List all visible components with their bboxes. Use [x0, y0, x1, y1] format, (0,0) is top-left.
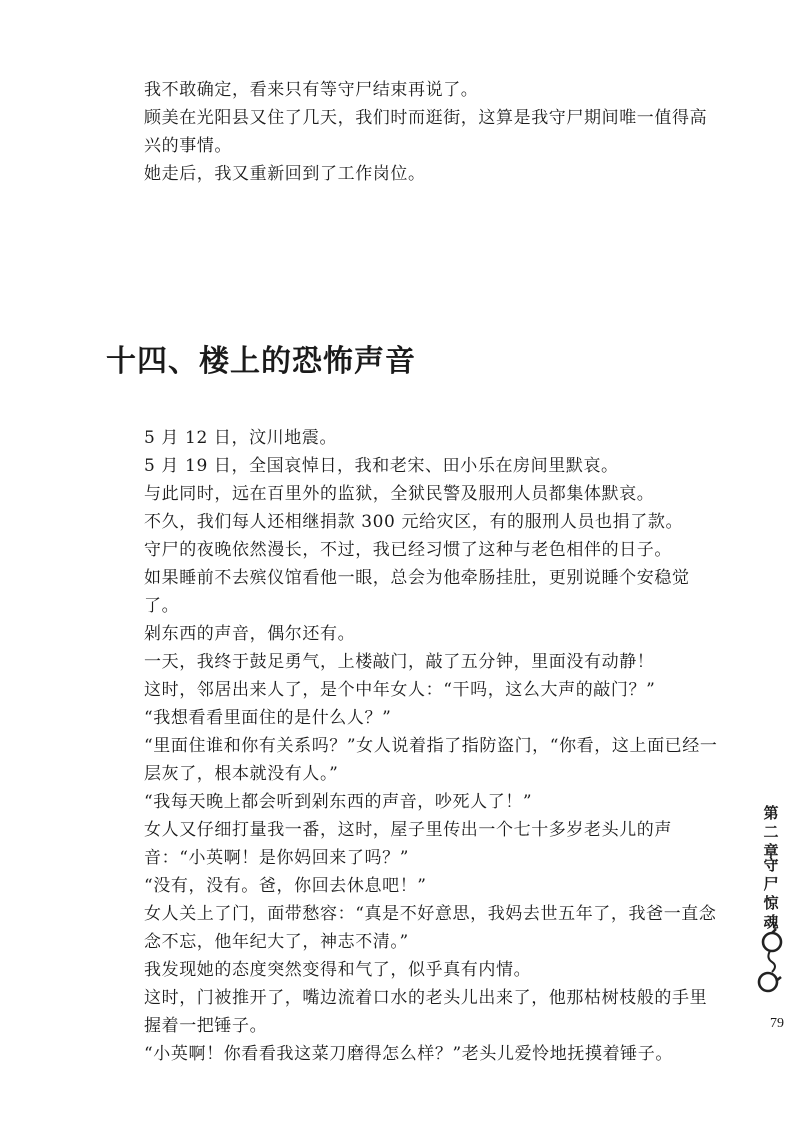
handcuffs-icon [754, 926, 790, 996]
chapter-title: 守尸惊魂 [763, 856, 779, 931]
paragraph: 女人关上了门，面带愁容：“真是不好意思，我妈去世五年了，我爸一直念念不忘，他年纪大了，神志不清。” [144, 904, 717, 952]
paragraph: 如果睡前不去殡仪馆看他一眼，总会为他牵肠挂肚，更别说睡个安稳觉了。 [144, 568, 690, 616]
paragraph: “没有，没有。爸，你回去休息吧！” [144, 876, 427, 896]
paragraph: “里面住谁和你有关系吗？”女人说着指了指防盗门，“你看，这上面已经一层灰了，根本就没有人。” [144, 736, 718, 784]
paragraph: 不久，我们每人还相继捐款 300 元给灾区，有的服刑人员也捐了款。 [144, 512, 684, 532]
paragraph: 与此同时，远在百里外的监狱，全狱民警及服刑人员都集体默哀。 [144, 484, 655, 504]
paragraph: 她走后，我又重新回到了工作岗位。 [144, 164, 426, 184]
paragraph: “小英啊！你看看我这菜刀磨得怎么样？”老头儿爱怜地抚摸着锤子。 [144, 1044, 673, 1064]
paragraph: 女人又仔细打量我一番，这时，屋子里传出一个七十多岁老头儿的声音：“小英啊！是你妈回来了吗？” [144, 820, 672, 868]
paragraph: 一天，我终于鼓足勇气，上楼敲门，敲了五分钟，里面没有动静！ [144, 652, 655, 672]
page-number: 79 [770, 1016, 784, 1031]
paragraph: “我想看看里面住的是什么人？” [144, 708, 392, 728]
chapter-label: 第二章 [763, 804, 779, 860]
paragraph: 我发现她的态度突然变得和气了，似乎真有内情。 [144, 960, 532, 980]
paragraph: 5 月 12 日，汶川地震。 [144, 428, 338, 448]
paragraph: 守尸的夜晚依然漫长，不过，我已经习惯了这种与老色相伴的日子。 [144, 540, 672, 560]
paragraph: 顾美在光阳县又住了几天，我们时而逛街，这算是我守尸期间唯一值得高兴的事情。 [144, 108, 708, 156]
section-title: 十四、楼上的恐怖声音 [106, 344, 416, 379]
paragraph: 我不敢确定，看来只有等守尸结束再说了。 [144, 80, 479, 100]
paragraph: 5 月 19 日，全国哀悼日，我和老宋、田小乐在房间里默哀。 [144, 456, 619, 476]
paragraph: 这时，邻居出来人了，是个中年女人：“干吗，这么大声的敲门？” [144, 680, 656, 700]
paragraph: 这时，门被推开了，嘴边流着口水的老头儿出来了，他那枯树枝般的手里握着一把锤子。 [144, 988, 708, 1036]
paragraph: “我每天晚上都会听到剁东西的声音，吵死人了！” [144, 792, 533, 812]
paragraph: 剁东西的声音，偶尔还有。 [144, 624, 356, 644]
